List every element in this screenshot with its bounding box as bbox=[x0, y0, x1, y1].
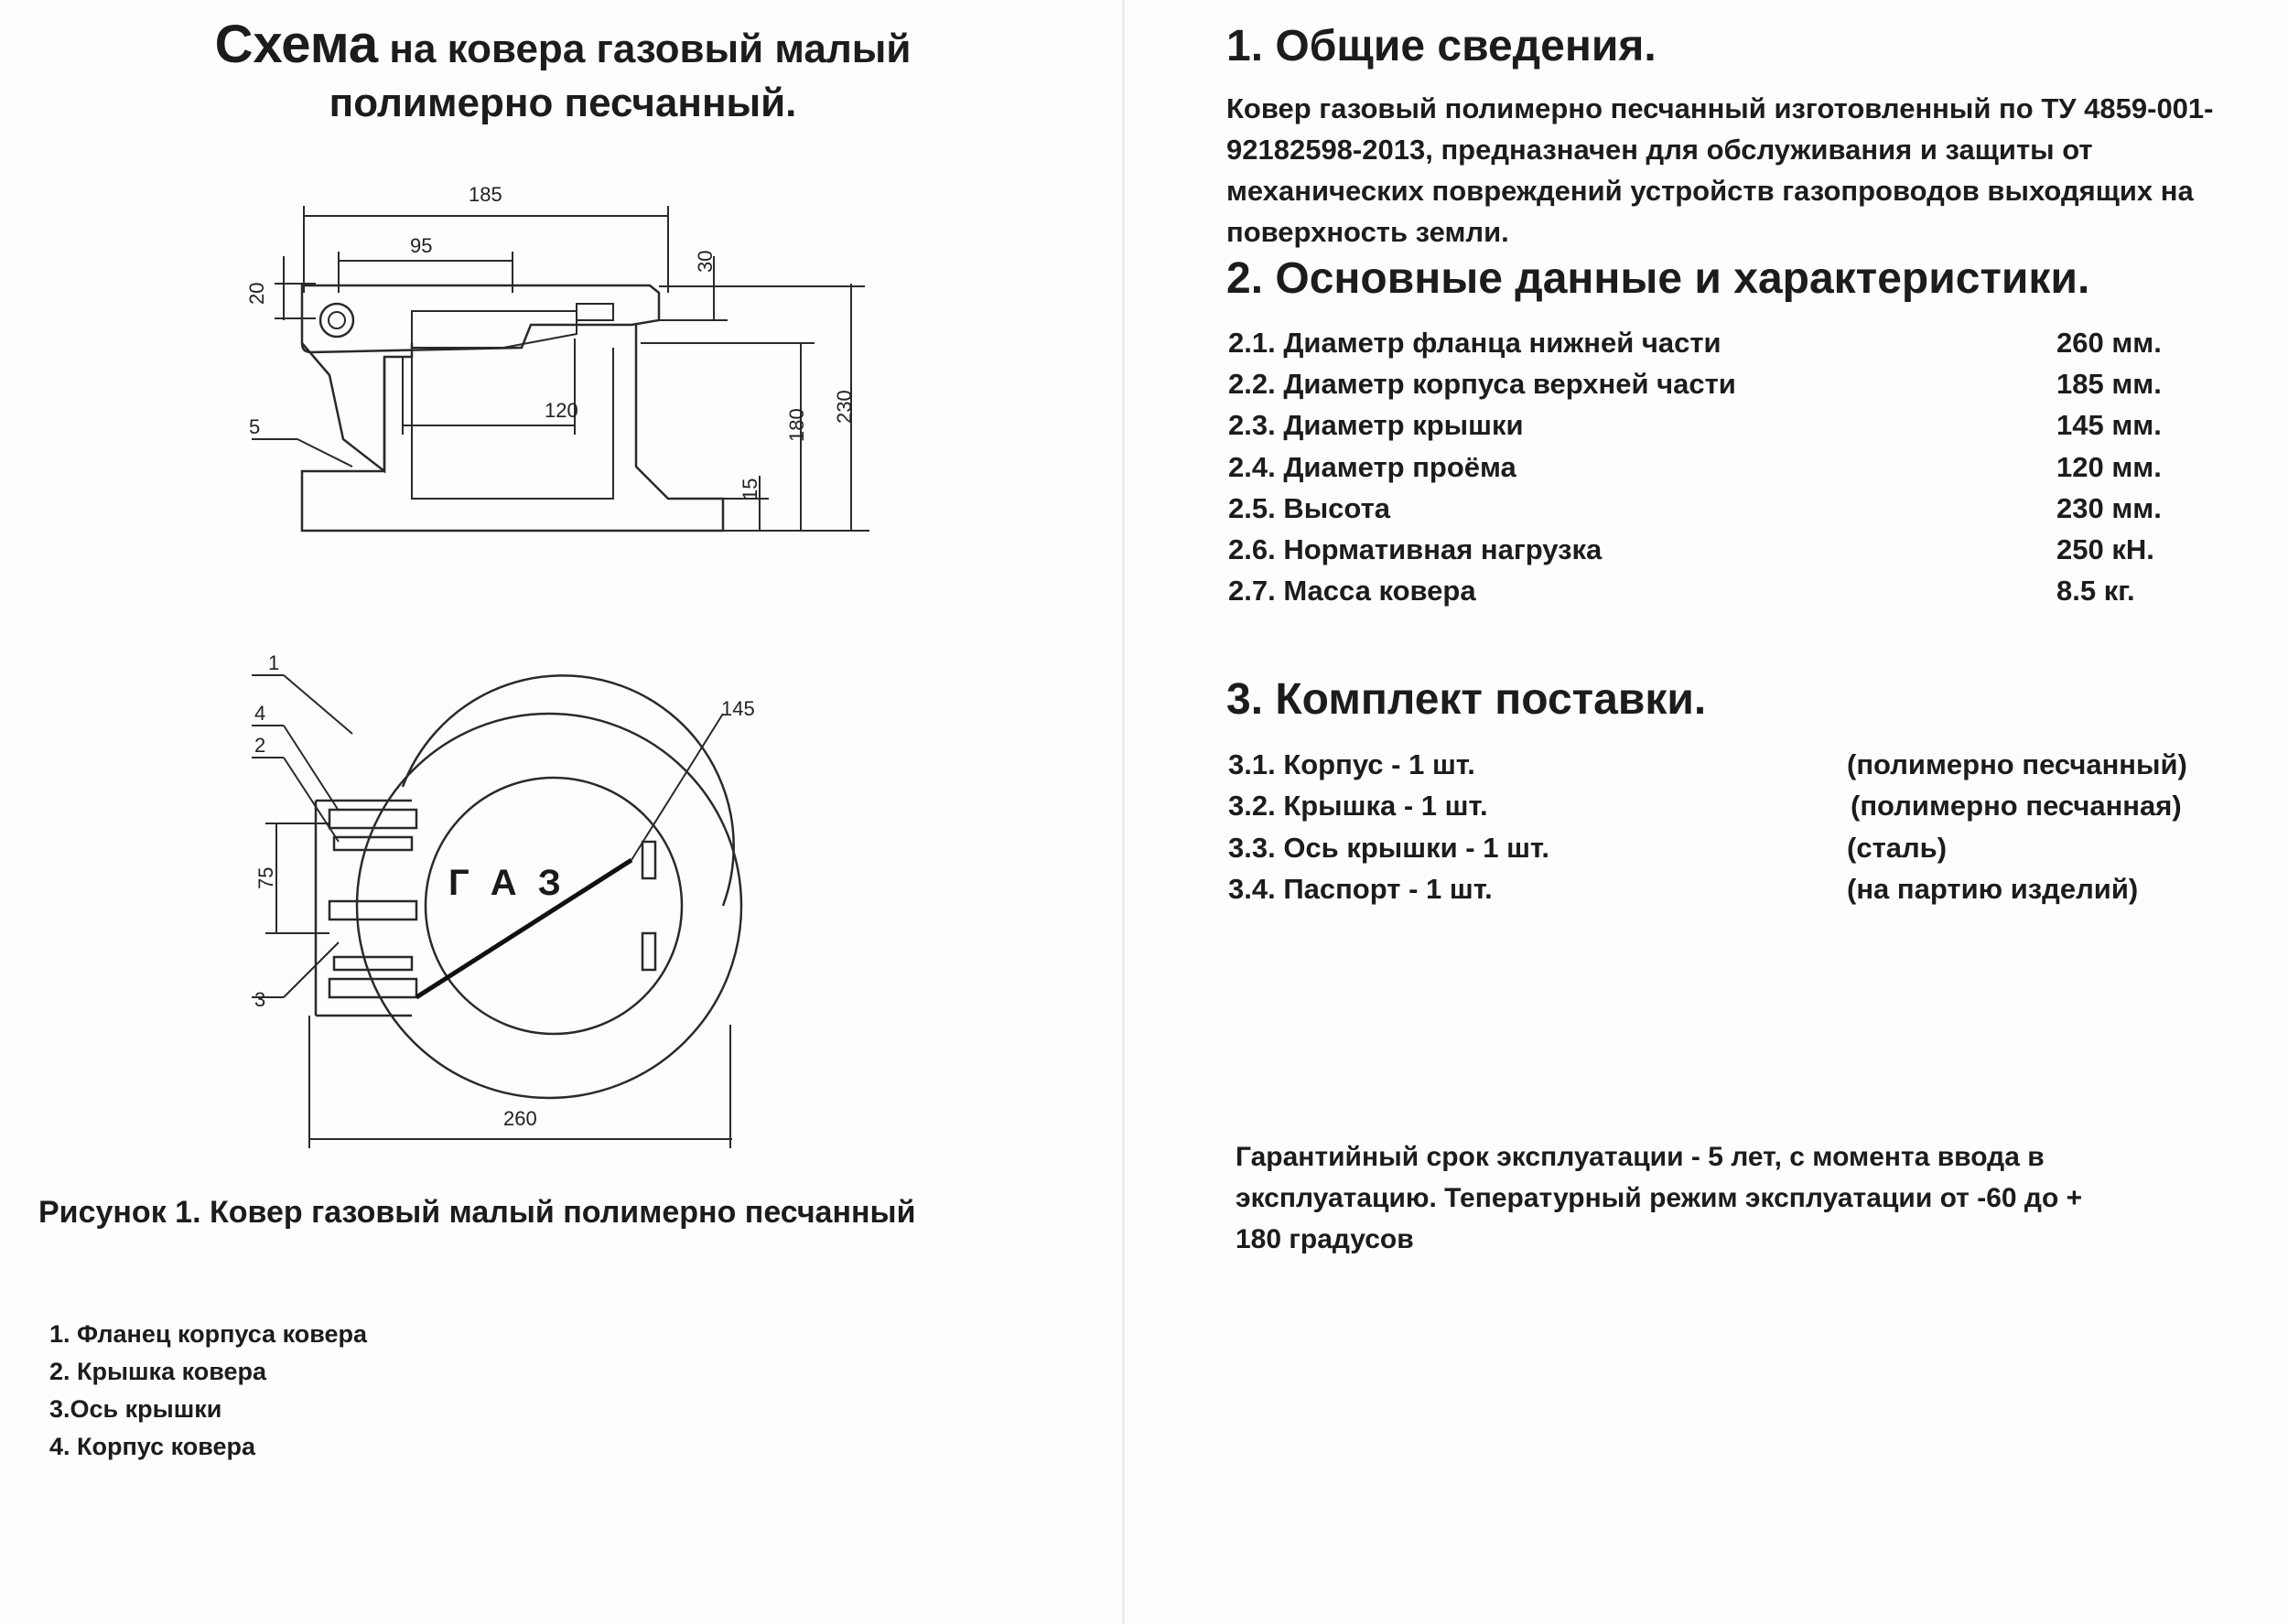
callout-3-label: 3 bbox=[254, 988, 266, 1011]
dim-30-label: 30 bbox=[694, 250, 717, 273]
spec-label: 2.6. Нормативная нагрузка bbox=[1228, 533, 1603, 565]
side-view-drawing bbox=[229, 165, 888, 595]
kit-note: (полимерно песчанная) bbox=[1851, 790, 2182, 822]
spec-value: 8.5 кг. bbox=[2056, 575, 2135, 607]
dim-120-label: 120 bbox=[545, 399, 578, 422]
dim-20-label: 20 bbox=[245, 282, 268, 305]
spec-row bbox=[1228, 404, 2162, 446]
scheme-title-line2: полимерно песчанный. bbox=[329, 81, 797, 125]
gas-label: Г А З bbox=[448, 863, 567, 903]
kit-label: 3.4. Паспорт - 1 шт. bbox=[1228, 873, 1493, 905]
spec-value: 120 мм. bbox=[2056, 451, 2162, 483]
page-fold bbox=[1122, 0, 1125, 1624]
kit-row bbox=[1228, 744, 2187, 785]
section1-text bbox=[1226, 88, 2261, 253]
dim-15-label: 15 bbox=[739, 478, 761, 500]
dim-180-label: 180 bbox=[785, 408, 808, 442]
warranty-line: эксплуатацию. Тепературный режим эксплуатации от -60 до + bbox=[1236, 1183, 2083, 1213]
dim-230-label: 230 bbox=[833, 390, 856, 424]
scheme-title bbox=[0, 15, 1126, 76]
callout-5-label: 5 bbox=[249, 415, 261, 438]
scheme-title-big: Схема bbox=[214, 15, 379, 74]
section1-line: поверхность земли. bbox=[1226, 216, 1509, 248]
spec-row bbox=[1228, 363, 2162, 404]
scheme-title-rest: на ковера газовый малый bbox=[389, 27, 912, 71]
figure-caption: Рисунок 1. Ковер газовый малый полимерно песчанный bbox=[38, 1195, 916, 1230]
callout-1-label: 1 bbox=[268, 651, 280, 674]
spec-value: 260 мм. bbox=[2056, 327, 2162, 359]
kit-label: 3.3. Ось крышки - 1 шт. bbox=[1228, 832, 1549, 864]
section1-line: механических повреждений устройств газопроводов выходящих на bbox=[1226, 175, 2194, 207]
kit-row bbox=[1228, 785, 2182, 826]
legend-item: 4. Корпус ковера bbox=[49, 1433, 256, 1460]
spec-row bbox=[1228, 529, 2154, 570]
cover-opening-circle bbox=[426, 778, 682, 1034]
left-page bbox=[0, 0, 1126, 1624]
spec-value: 230 мм. bbox=[2056, 492, 2162, 524]
legend-item: 1. Фланец корпуса ковера bbox=[49, 1320, 368, 1348]
section3-title: 3. Комплект поставки. bbox=[1226, 675, 1707, 724]
dim-75-label: 75 bbox=[254, 866, 277, 889]
legend-item: 3.Ось крышки bbox=[49, 1395, 222, 1423]
section1-line: Ковер газовый полимерно песчанный изготовленный по ТУ 4859-001- bbox=[1226, 92, 2214, 124]
spec-label: 2.5. Высота bbox=[1228, 492, 1391, 524]
callout-2-label: 2 bbox=[254, 734, 266, 757]
kit-row bbox=[1228, 827, 1948, 868]
callout-4-label: 4 bbox=[254, 702, 266, 725]
section2-title: 2. Основные данные и характеристики. bbox=[1226, 254, 2090, 303]
dim-145-label: 145 bbox=[721, 697, 755, 720]
spec-row bbox=[1228, 322, 2162, 363]
spec-value: 185 мм. bbox=[2056, 368, 2162, 400]
kit-note: (сталь) bbox=[1847, 832, 1948, 864]
spec-label: 2.2. Диаметр корпуса верхней части bbox=[1228, 368, 1736, 400]
spec-label: 2.1. Диаметр фланца нижней части bbox=[1228, 327, 1721, 359]
spec-label: 2.4. Диаметр проёма bbox=[1228, 451, 1516, 483]
dim-95-label: 95 bbox=[410, 234, 433, 257]
spec-row bbox=[1228, 570, 2135, 611]
spec-value: 145 мм. bbox=[2056, 409, 2162, 441]
warranty-text bbox=[1236, 1136, 2270, 1260]
section1-line: 92182598-2013, предназначен для обслуживания и защиты от bbox=[1226, 134, 2093, 166]
kit-row bbox=[1228, 868, 2139, 909]
warranty-line: Гарантийный срок эксплуатации - 5 лет, с момента ввода в bbox=[1236, 1142, 2045, 1172]
warranty-line: 180 градусов bbox=[1236, 1224, 1414, 1254]
section1-title: 1. Общие сведения. bbox=[1226, 22, 1657, 70]
spec-label: 2.3. Диаметр крышки bbox=[1228, 409, 1524, 441]
spec-row bbox=[1228, 488, 2162, 529]
legend-item: 2. Крышка ковера bbox=[49, 1358, 267, 1385]
parts-legend bbox=[49, 1316, 367, 1466]
dim-260-label: 260 bbox=[503, 1107, 537, 1130]
flange-circle bbox=[357, 714, 741, 1098]
spec-label: 2.7. Масса ковера bbox=[1228, 575, 1476, 607]
kit-label: 3.1. Корпус - 1 шт. bbox=[1228, 748, 1475, 780]
kit-label: 3.2. Крышка - 1 шт. bbox=[1228, 790, 1488, 822]
spec-value: 250 кН. bbox=[2056, 533, 2154, 565]
dim-185-label: 185 bbox=[469, 183, 502, 206]
spec-row bbox=[1228, 446, 2162, 488]
kit-note: (на партию изделий) bbox=[1847, 873, 2139, 905]
top-view-drawing bbox=[229, 631, 796, 1162]
kit-note: (полимерно песчанный) bbox=[1847, 748, 2187, 780]
